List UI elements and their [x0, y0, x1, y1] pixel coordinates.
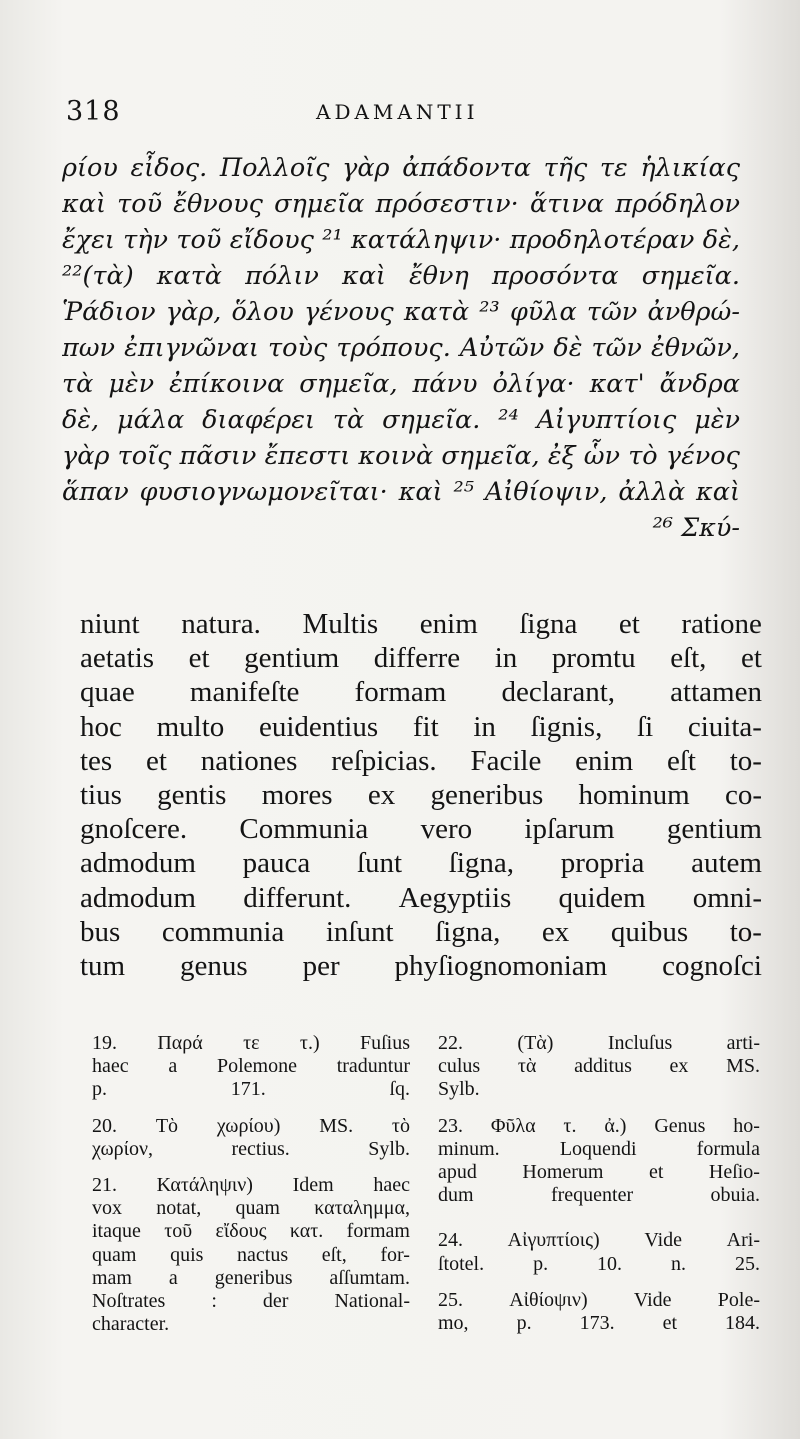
- greek-line: τὰ μὲν ἐπίκοινα σημεῖα, πάνυ ὀλίγα· κατ' ἄνδρα: [62, 369, 740, 399]
- footnote-line: itaque τοῦ εἴδους κατ. formam: [92, 1220, 410, 1243]
- latin-line: tius gentis mores ex generibus hominum co-: [80, 778, 762, 811]
- footnote-line: Noſtrates : der National-: [92, 1289, 410, 1312]
- footnote-line: 20. Τὸ χωρίου) MS. τὸ: [92, 1114, 410, 1137]
- greek-line: πων ἐπιγνῶναι τοὺς τρόπους. Αὐτῶν δὲ τῶν ἐθνῶν,: [62, 333, 740, 363]
- footnote-line: vox notat, quam καταλημμα,: [92, 1197, 410, 1220]
- footnotes-right-column: [438, 1032, 760, 1335]
- footnote-20: [92, 1115, 410, 1161]
- latin-line: admodum differunt. Aegyptiis quidem omni-: [80, 881, 762, 914]
- greek-line: ²²(τὰ) κατὰ πόλιν καὶ ἔθνη προσόντα σημεῖα.: [62, 261, 740, 291]
- footnote-line: apud Homerum et Heſio-: [438, 1160, 760, 1183]
- footnote-23: [438, 1115, 760, 1208]
- greek-line: Ῥάδιον γὰρ, ὅλου γένους κατὰ ²³ φῦλα τῶν ἀνθρώ-: [62, 297, 740, 327]
- footnote-line: character.: [92, 1313, 170, 1336]
- page-number: 318: [66, 96, 121, 127]
- latin-line: bus communia inſunt ſigna, ex quibus to-: [80, 915, 762, 948]
- footnote-line: minum. Loquendi formula: [438, 1137, 760, 1160]
- latin-line: admodum pauca ſunt ſigna, propria autem: [80, 847, 762, 880]
- footnote-19: [92, 1032, 410, 1102]
- latin-text-block: [80, 607, 762, 983]
- footnote-line: 25. Αἰθίοψιν) Vide Pole-: [438, 1288, 760, 1311]
- latin-line: tes et nationes reſpicias. Facile enim eſt to-: [80, 744, 762, 777]
- footnote-line: p. 171. ſq.: [92, 1078, 410, 1101]
- footnote-21: [92, 1174, 410, 1336]
- footnote-line: mam a generibus aſſumtam.: [92, 1266, 410, 1289]
- footnote-22: [438, 1032, 760, 1102]
- footnote-line: haec a Polemone traduntur: [92, 1055, 410, 1078]
- greek-line: καὶ τοῦ ἔθνους σημεῖα πρόσεστιν· ἅτινα πρόδηλον: [62, 189, 740, 219]
- footnote-line: χωρίον, rectius. Sylb.: [92, 1137, 410, 1160]
- footnote-24: [438, 1229, 760, 1275]
- footnote-line: 21. Κατάληψιν) Idem haec: [92, 1173, 410, 1196]
- latin-line: niunt natura. Multis enim ſigna et ratione: [80, 608, 762, 640]
- footnote-line: mo, p. 173. et 184.: [438, 1311, 760, 1334]
- footnotes-left-column: [92, 1032, 410, 1336]
- latin-line: hoc multo euidentius fit in ſignis, ſi ciuita-: [80, 710, 762, 743]
- greek-line: ρίου εἶδος. Πολλοῖς γὰρ ἀπάδοντα τῆς τε ἡλικίας: [62, 153, 740, 183]
- footnote-line: 23. Φῦλα τ. ἀ.) Genus ho-: [438, 1114, 760, 1137]
- latin-line: tum genus per phyſiognomoniam cognoſci: [80, 949, 762, 982]
- latin-line: aetatis et gentium differre in promtu eſt, et: [80, 642, 762, 675]
- greek-line: γὰρ τοῖς πᾶσιν ἔπεστι κοινὰ σημεῖα, ἐξ ὧν τὸ γένος: [62, 441, 740, 471]
- greek-line: δὲ, μάλα διαφέρει τὰ σημεῖα. ²⁴ Αἰγυπτίοις μὲν: [62, 405, 740, 435]
- latin-line: gnoſcere. Communia vero ipſarum gentium: [80, 813, 762, 846]
- page-header: [66, 96, 746, 132]
- running-head: ADAMANTII: [316, 100, 479, 124]
- footnote-line: dum frequenter obuia.: [438, 1184, 760, 1207]
- greek-line: ἅπαν φυσιογνωμονεῖται· καὶ ²⁵ Αἰθίοψιν, ἀλλὰ καὶ: [62, 477, 740, 507]
- greek-line-catchword: ²⁶ Σκύ-: [652, 513, 740, 543]
- footnote-line: culus τὰ additus ex MS.: [438, 1055, 760, 1078]
- greek-text-block: [62, 150, 740, 546]
- footnote-line: 19. Παρά τε τ.) Fuſius: [92, 1032, 410, 1054]
- footnote-25: [438, 1289, 760, 1335]
- footnote-line: Sylb.: [438, 1078, 480, 1101]
- latin-line: quae manifeſte formam declarant, attamen: [80, 676, 762, 709]
- footnote-line: ſtotel. p. 10. n. 25.: [438, 1252, 760, 1275]
- footnote-line: 22. (Τὰ) Incluſus arti-: [438, 1032, 760, 1054]
- footnote-line: quam quis nactus eſt, for-: [92, 1243, 410, 1266]
- footnote-line: 24. Αἰγυπτίοις) Vide Ari-: [438, 1229, 760, 1252]
- greek-line: ἔχει τὴν τοῦ εἴδους ²¹ κατάληψιν· προδηλοτέραν δὲ,: [62, 225, 740, 255]
